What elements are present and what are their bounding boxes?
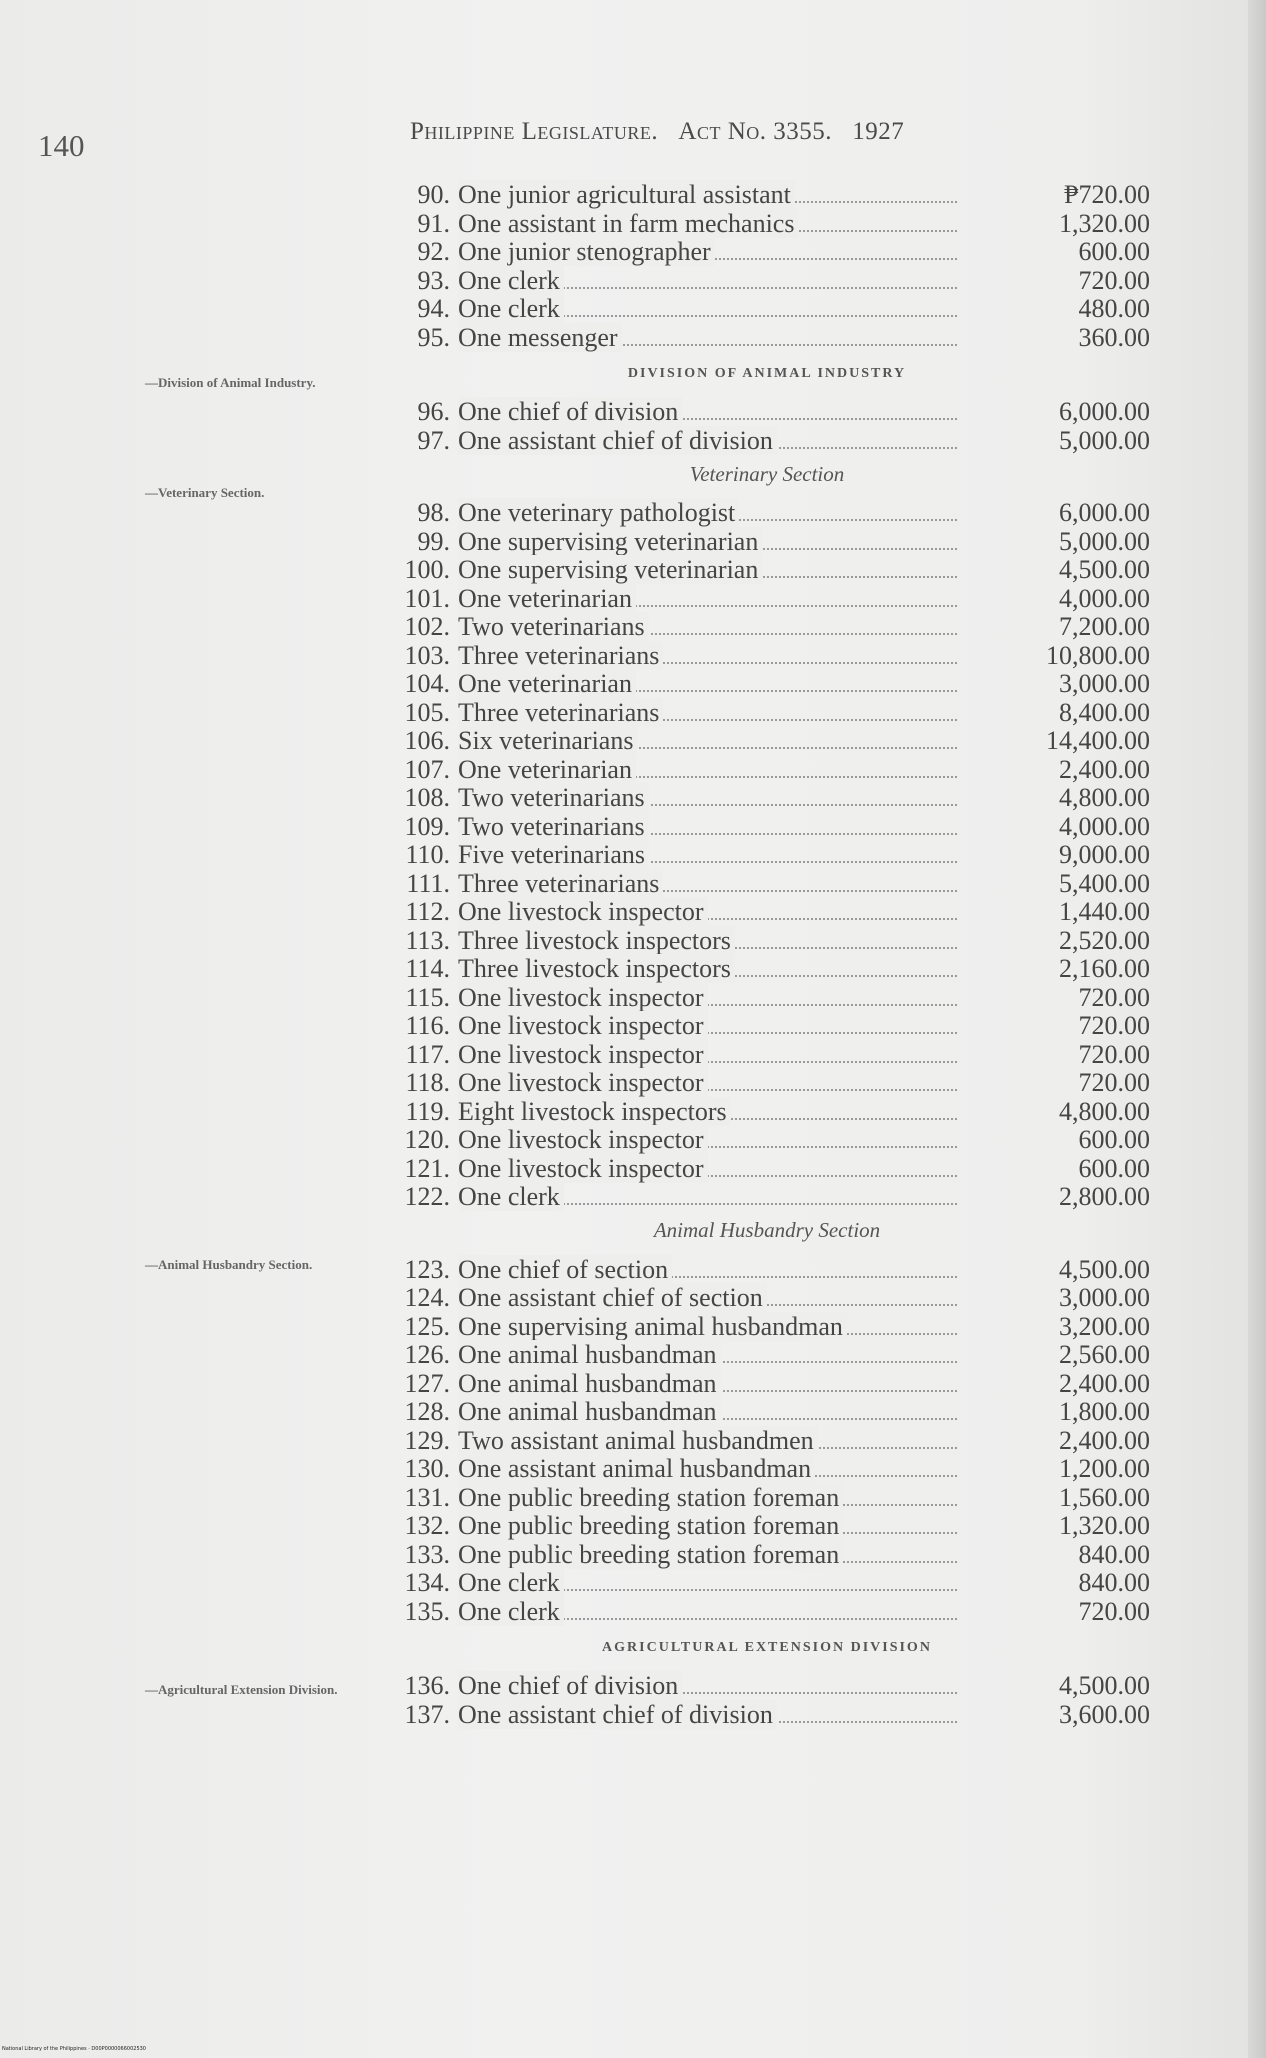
item-description: Eight livestock inspectors: [458, 1097, 963, 1127]
item-amount: 2,560.00: [1059, 1340, 1150, 1369]
line-item: [380, 1097, 1154, 1126]
line-item: [380, 1011, 1154, 1040]
item-number: 101.: [404, 583, 450, 613]
item-number: 97.: [417, 425, 450, 455]
item-amount: 3,000.00: [1059, 669, 1150, 698]
line-item: [380, 612, 1154, 641]
line-item: [380, 954, 1154, 983]
header-year: 1927: [852, 118, 905, 145]
item-amount: 2,800.00: [1059, 1182, 1150, 1211]
line-item: [380, 180, 1154, 209]
line-item: [380, 1426, 1154, 1455]
line-item: [380, 726, 1154, 755]
item-amount: 360.00: [1078, 322, 1150, 352]
item-number: 132.: [404, 1511, 450, 1540]
item-amount: 720.00: [1078, 1596, 1150, 1626]
item-amount: 600.00: [1078, 1125, 1150, 1154]
item-number: 110.: [405, 840, 450, 869]
item-description: One messenger: [458, 323, 963, 353]
item-description: One clerk: [458, 294, 963, 324]
item-number: 108.: [404, 783, 450, 812]
item-description: One supervising veterinarian: [458, 527, 963, 557]
item-description: Three veterinarians: [458, 698, 963, 728]
line-item: [380, 1540, 1154, 1569]
line-item: [380, 1397, 1154, 1426]
item-description: One livestock inspector: [458, 1011, 963, 1041]
item-number: 134.: [404, 1568, 450, 1597]
line-item: [380, 669, 1154, 698]
division-heading-agricultural-extension: AGRICULTURAL EXTENSION DIVISION: [602, 1640, 932, 1655]
item-description: One veterinarian: [458, 669, 963, 699]
item-description: One livestock inspector: [458, 897, 963, 927]
item-description: One veterinary pathologist: [458, 498, 963, 528]
item-description: Three veterinarians: [458, 641, 963, 671]
item-number: 124.: [404, 1283, 450, 1312]
item-amount: 1,320.00: [1059, 208, 1150, 238]
item-amount: 5,400.00: [1059, 868, 1150, 898]
item-description: One assistant in farm mechanics: [458, 209, 963, 239]
item-number: 94.: [417, 294, 450, 323]
line-item: [380, 869, 1154, 898]
item-description: One public breeding station foreman: [458, 1511, 963, 1541]
item-number: 107.: [404, 754, 450, 784]
item-amount: 2,400.00: [1059, 1368, 1150, 1398]
item-number: 128.: [404, 1397, 450, 1426]
item-amount: 4,800.00: [1059, 1096, 1150, 1126]
item-amount: 2,160.00: [1059, 954, 1150, 983]
item-number: 118.: [405, 1068, 450, 1097]
item-description: One clerk: [458, 1182, 963, 1212]
item-number: 91.: [417, 208, 450, 238]
item-description: One animal husbandman: [458, 1340, 963, 1370]
line-item: [380, 555, 1154, 584]
item-amount: 1,440.00: [1059, 897, 1150, 926]
line-item: [380, 426, 1154, 455]
line-item: [380, 1182, 1154, 1211]
line-item: [380, 1040, 1154, 1069]
item-amount: 3,200.00: [1059, 1311, 1150, 1341]
item-number: 133.: [404, 1539, 450, 1569]
section-heading-animal-husbandry: Animal Husbandry Section: [653, 1218, 881, 1242]
line-item: [380, 1068, 1154, 1097]
item-description: Two assistant animal husbandmen: [458, 1426, 963, 1456]
item-description: One junior stenographer: [458, 237, 963, 267]
item-amount: 5,000.00: [1059, 526, 1150, 556]
item-number: 130.: [404, 1454, 450, 1483]
item-amount: 8,400.00: [1059, 697, 1150, 727]
item-number: 113.: [405, 925, 450, 955]
item-description: One assistant chief of division: [458, 1700, 963, 1730]
item-number: 116.: [405, 1011, 450, 1040]
item-number: 123.: [404, 1254, 450, 1284]
line-item: [380, 266, 1154, 295]
line-item: [380, 983, 1154, 1012]
item-amount: 4,500.00: [1059, 1254, 1150, 1284]
item-description: One public breeding station foreman: [458, 1540, 963, 1570]
running-header: [410, 118, 1075, 146]
line-item: [380, 1255, 1154, 1284]
item-amount: 2,520.00: [1059, 925, 1150, 955]
item-description: One assistant animal husbandman: [458, 1454, 963, 1484]
item-description: One clerk: [458, 266, 963, 296]
item-number: 136.: [404, 1671, 450, 1700]
item-description: Two veterinarians: [458, 612, 963, 642]
item-amount: 4,000.00: [1059, 811, 1150, 841]
item-amount: 480.00: [1078, 294, 1150, 323]
item-amount: ₱720.00: [1064, 180, 1150, 209]
item-amount: 840.00: [1078, 1568, 1150, 1597]
item-number: 104.: [404, 669, 450, 698]
item-number: 126.: [404, 1340, 450, 1369]
item-amount: 1,200.00: [1059, 1454, 1150, 1483]
line-item: [380, 1483, 1154, 1512]
line-item: [380, 1511, 1154, 1540]
division-heading-animal-industry: DIVISION OF ANIMAL INDUSTRY: [627, 366, 907, 381]
item-amount: 5,000.00: [1059, 425, 1150, 455]
item-amount: 1,560.00: [1059, 1482, 1150, 1512]
item-number: 131.: [404, 1482, 450, 1512]
animal-husbandry-items: [380, 1255, 1154, 1626]
item-number: 90.: [417, 180, 450, 209]
line-item: [380, 294, 1154, 323]
item-amount: 4,500.00: [1059, 1671, 1150, 1700]
item-amount: 720.00: [1078, 265, 1150, 295]
line-item: [380, 209, 1154, 238]
item-description: One chief of division: [458, 397, 963, 427]
item-number: 105.: [404, 697, 450, 727]
line-item: [380, 1340, 1154, 1369]
item-number: 137.: [404, 1699, 450, 1729]
item-number: 93.: [417, 265, 450, 295]
line-item: [380, 1700, 1154, 1729]
item-description: Five veterinarians: [458, 840, 963, 870]
item-number: 95.: [417, 322, 450, 352]
item-amount: 2,400.00: [1059, 754, 1150, 784]
line-item: [380, 1597, 1154, 1626]
item-description: One clerk: [458, 1568, 963, 1598]
line-item: [380, 897, 1154, 926]
line-item: [380, 1125, 1154, 1154]
item-amount: 4,000.00: [1059, 583, 1150, 613]
item-description: Two veterinarians: [458, 812, 963, 842]
item-number: 122.: [404, 1182, 450, 1211]
item-amount: 600.00: [1078, 1153, 1150, 1183]
item-amount: 7,200.00: [1059, 612, 1150, 641]
item-number: 103.: [404, 640, 450, 670]
margin-note-veterinary: —Veterinary Section.: [145, 485, 265, 500]
item-description: One livestock inspector: [458, 1125, 963, 1155]
item-number: 98.: [417, 498, 450, 527]
line-item: [380, 1154, 1154, 1183]
item-amount: 720.00: [1078, 1068, 1150, 1097]
item-description: One junior agricultural assistant: [458, 180, 963, 210]
item-description: Six veterinarians: [458, 726, 963, 756]
item-description: One chief of division: [458, 1671, 963, 1701]
line-item: [380, 237, 1154, 266]
item-amount: 720.00: [1078, 1039, 1150, 1069]
item-number: 99.: [417, 526, 450, 556]
item-number: 135.: [404, 1596, 450, 1626]
item-number: 119.: [405, 1096, 450, 1126]
item-amount: 4,500.00: [1059, 555, 1150, 584]
item-amount: 840.00: [1078, 1539, 1150, 1569]
line-item: [380, 641, 1154, 670]
item-number: 112.: [405, 897, 450, 926]
top-items: [380, 180, 1154, 351]
section-heading-veterinary: Veterinary Section: [689, 461, 845, 486]
item-amount: 3,000.00: [1059, 1283, 1150, 1312]
line-item: [380, 323, 1154, 352]
item-amount: 3,600.00: [1059, 1699, 1150, 1729]
header-left: Philippine Legislature.: [410, 118, 659, 145]
item-number: 125.: [404, 1311, 450, 1341]
line-item: [380, 1568, 1154, 1597]
line-item: [380, 1283, 1154, 1312]
item-amount: 2,400.00: [1059, 1425, 1150, 1455]
item-description: One livestock inspector: [458, 983, 963, 1013]
item-amount: 9,000.00: [1059, 840, 1150, 869]
item-number: 129.: [404, 1425, 450, 1455]
item-number: 100.: [404, 555, 450, 584]
item-amount: 1,800.00: [1059, 1397, 1150, 1426]
item-description: One veterinarian: [458, 584, 963, 614]
item-number: 114.: [405, 954, 450, 983]
line-item: [380, 498, 1154, 527]
line-item: [380, 926, 1154, 955]
line-item: [380, 1369, 1154, 1398]
line-item: [380, 755, 1154, 784]
margin-note-animal-husbandry: —Animal Husbandry Section.: [145, 1257, 313, 1272]
line-item: [380, 1454, 1154, 1483]
line-item: [380, 698, 1154, 727]
page-edge: [1248, 0, 1266, 2058]
header-act: Act No. 3355.: [678, 118, 833, 145]
item-amount: 6,000.00: [1059, 498, 1150, 527]
line-item: [380, 840, 1154, 869]
item-description: One animal husbandman: [458, 1397, 963, 1427]
item-amount: 1,320.00: [1059, 1511, 1150, 1540]
item-number: 111.: [406, 868, 450, 898]
item-description: One veterinarian: [458, 755, 963, 785]
item-number: 96.: [417, 397, 450, 426]
item-number: 127.: [404, 1368, 450, 1398]
item-number: 117.: [405, 1039, 450, 1069]
item-description: One clerk: [458, 1597, 963, 1627]
item-description: One livestock inspector: [458, 1154, 963, 1184]
item-description: One supervising veterinarian: [458, 555, 963, 585]
item-description: One supervising animal husbandman: [458, 1312, 963, 1342]
item-number: 120.: [404, 1125, 450, 1154]
item-number: 92.: [417, 237, 450, 266]
item-description: Two veterinarians: [458, 783, 963, 813]
line-item: [380, 397, 1154, 426]
item-description: Three veterinarians: [458, 869, 963, 899]
appropriation-list: [380, 180, 1154, 1728]
scan-footer: National Library of the Philippines · D00P0000066002530: [2, 2046, 146, 2052]
line-item: [380, 783, 1154, 812]
item-number: 115.: [405, 982, 450, 1012]
animal-industry-items: [380, 397, 1154, 454]
item-description: One assistant chief of section: [458, 1283, 963, 1313]
item-amount: 14,400.00: [1046, 726, 1150, 755]
item-amount: 720.00: [1078, 982, 1150, 1012]
item-number: 102.: [404, 612, 450, 641]
line-item: [380, 527, 1154, 556]
item-description: One animal husbandman: [458, 1369, 963, 1399]
line-item: [380, 584, 1154, 613]
item-amount: 10,800.00: [1046, 640, 1150, 670]
line-item: [380, 1671, 1154, 1700]
item-number: 121.: [404, 1153, 450, 1183]
margin-note-animal-industry: —Division of Animal Industry.: [145, 375, 316, 390]
item-amount: 720.00: [1078, 1011, 1150, 1040]
line-item: [380, 812, 1154, 841]
agricultural-extension-items: [380, 1671, 1154, 1728]
margin-note-agricultural-extension: —Agricultural Extension Division.: [145, 1682, 338, 1697]
item-description: Three livestock inspectors: [458, 926, 963, 956]
item-number: 109.: [404, 811, 450, 841]
item-description: One chief of section: [458, 1255, 963, 1285]
item-description: Three livestock inspectors: [458, 954, 963, 984]
item-description: One public breeding station foreman: [458, 1483, 963, 1513]
item-description: One livestock inspector: [458, 1040, 963, 1070]
item-description: One assistant chief of division: [458, 426, 963, 456]
veterinary-items: [380, 498, 1154, 1211]
line-item: [380, 1312, 1154, 1341]
item-amount: 6,000.00: [1059, 397, 1150, 426]
item-amount: 4,800.00: [1059, 783, 1150, 812]
item-amount: 600.00: [1078, 237, 1150, 266]
page-number: 140: [38, 128, 85, 163]
item-number: 106.: [404, 726, 450, 755]
item-description: One livestock inspector: [458, 1068, 963, 1098]
